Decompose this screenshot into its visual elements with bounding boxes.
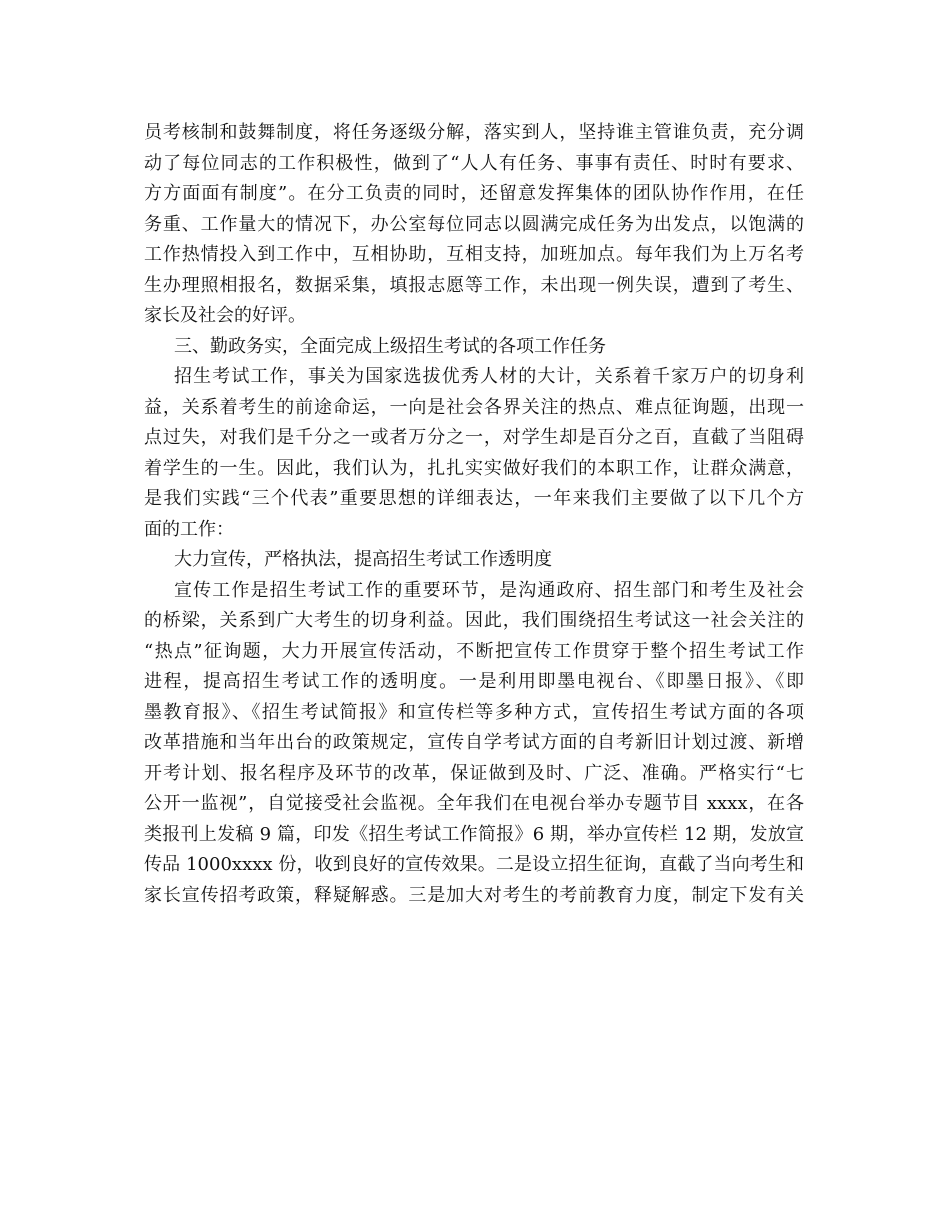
text-line: 家长及社会的好评。: [144, 305, 306, 326]
text-line: 的桥梁，关系到广大考生的切身利益。因此，我们围绕招生考试这一社会关注的: [144, 610, 804, 631]
text-line: 务重、工作量大的情况下，办公室每位同志以圆满完成任务为出发点，以饱满的: [144, 213, 804, 235]
section-heading: 三、勤政务实，全面完成上级招生考试的各项工作任务: [174, 335, 606, 357]
text-line: 生办理照相报名，数据采集，填报志愿等工作，未出现一例失误，遭到了考生、: [144, 274, 804, 296]
text-line: 点过失，对我们是千分之一或者万分之一，对学生却是百分之百，直截了当阻碍: [144, 427, 804, 448]
text-line: 员考核制和鼓舞制度，将任务逐级分解，落实到人，坚持谁主管谁负责，充分调: [144, 122, 804, 143]
document-body: [144, 118, 804, 911]
text-line: 改革措施和当年出台的政策规定，宣传自学考试方面的自考新旧计划过渡、新增: [144, 732, 804, 753]
subsection-heading: 大力宣传，严格执法，提高招生考试工作透明度: [174, 549, 552, 570]
text-line: 墨教育报》、《招生考试简报》和宣传栏等多种方式，宣传招生考试方面的各项: [144, 701, 804, 723]
text-line: 工作热情投入到工作中，互相协助，互相支持，加班加点。每年我们为上万名考: [144, 244, 804, 265]
text-line: 传品 1000xxxx 份，收到良好的宣传效果。二是设立招生征询，直截了当向考生和: [144, 854, 804, 875]
text-line: 招生考试工作，事关为国家选拔优秀人材的大计，关系着千家万户的切身利: [174, 366, 804, 387]
text-line: 是我们实践“三个代表”重要思想的详细表达，一年来我们主要做了以下几个方: [144, 488, 804, 509]
text-line: “热点”征询题，大力开展宣传活动，不断把宣传工作贯穿于整个招生考试工作: [144, 640, 804, 662]
text-line: 着学生的一生。因此，我们认为，扎扎实实做好我们的本职工作，让群众满意，: [144, 457, 804, 479]
text-line: 宣传工作是招生考试工作的重要环节，是沟通政府、招生部门和考生及社会: [174, 579, 804, 601]
text-line: 开考计划、报名程序及环节的改革，保证做到及时、广泛、准确。严格实行“七: [144, 762, 804, 784]
text-line: 方方面面有制度”。在分工负责的同时，还留意发挥集体的团队协作作用，在任: [144, 183, 804, 204]
text-line: 进程，提高招生考试工作的透明度。一是利用即墨电视台、《即墨日报》、《即: [144, 671, 804, 692]
text-line: 益，关系着考生的前途命运，一向是社会各界关注的热点、难点征询题，出现一: [144, 396, 804, 418]
text-line: 类报刊上发稿 9 篇，印发《招生考试工作简报》6 期，举办宣传栏 12 期，发放宣: [144, 823, 804, 845]
text-line: 家长宣传招考政策，释疑解惑。三是加大对考生的考前教育力度，制定下发有关: [144, 884, 804, 906]
text-line: 面的工作：: [144, 518, 234, 540]
text-line: 动了每位同志的工作积极性，做到了“人人有任务、事事有责任、时时有要求、: [144, 152, 804, 174]
text-line: 公开一监视”，自觉接受社会监视。全年我们在电视台举办专题节目 xxxx，在各: [144, 793, 804, 814]
